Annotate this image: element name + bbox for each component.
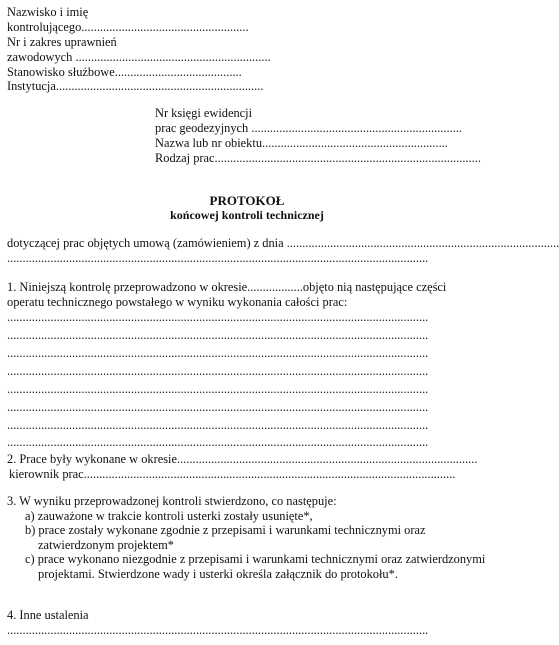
rights-label: Nr i zakres uprawnień bbox=[7, 35, 117, 49]
book-row: prac geodezyjnych .................................................................... bbox=[155, 121, 462, 135]
institution-row: Instytucja................................................................... bbox=[7, 79, 264, 93]
section3-option-a: a) zauważone w trakcie kontroli usterki zostały usunięte*, bbox=[25, 509, 313, 523]
rights-label-cont: zawodowych ............................................................... bbox=[7, 50, 271, 64]
section1-dotted-line[interactable]: ........................................................................................................................................ bbox=[7, 400, 429, 414]
name-field[interactable]: ...................................................... bbox=[81, 20, 249, 34]
rights-field[interactable]: ............................................................... bbox=[75, 50, 271, 64]
work-period-field[interactable]: ................................................................................................. bbox=[176, 452, 478, 466]
section1-dotted-line[interactable]: ........................................................................................................................................ bbox=[7, 328, 429, 342]
name-label-cont: kontrolującego...................................................... bbox=[7, 20, 249, 34]
object-field[interactable]: ............................................................ bbox=[262, 136, 448, 150]
type-row: Rodzaj prac...................................................................................... bbox=[155, 151, 481, 165]
section4-dotted-line[interactable]: ........................................................................................................................................ bbox=[7, 623, 429, 637]
section1-dotted-line[interactable]: ........................................................................................................................................ bbox=[7, 364, 429, 378]
section3-intro: 3. W wyniku przeprowadzonej kontroli stwierdzono, co następuje: bbox=[7, 494, 337, 508]
position-field[interactable]: ......................................... bbox=[114, 65, 242, 79]
concerning-row: dotyczącej prac objętych umową (zamówieniem) z dnia ........................................................................................ bbox=[7, 236, 559, 250]
document-subtitle: końcowej kontroli technicznej bbox=[170, 208, 324, 222]
section2-manager-row: kierownik prac........................................................................................................................ bbox=[9, 467, 456, 481]
position-row: Stanowisko służbowe......................................... bbox=[7, 65, 242, 79]
contract-date-field[interactable]: ........................................................................................ bbox=[286, 236, 559, 250]
section1-line1: 1. Niniejszą kontrolę przeprowadzono w okresie..................objęto nią następujące części bbox=[7, 280, 447, 294]
section1-dotted-line[interactable]: ........................................................................................................................................ bbox=[7, 418, 429, 432]
section3-option-b-cont: zatwierdzonym projektem* bbox=[38, 538, 174, 552]
object-row: Nazwa lub nr obiektu............................................................ bbox=[155, 136, 448, 150]
book-label: Nr księgi ewidencji bbox=[155, 106, 253, 120]
concerning-line-2[interactable]: ........................................................................................................................................ bbox=[7, 251, 429, 265]
section3-option-c: c) prace wykonano niezgodnie z przepisami i warunkami technicznymi oraz zatwierdzonymi bbox=[25, 552, 486, 566]
section3-option-c-cont: projektami. Stwierdzone wady i usterki określa załącznik do protokołu*. bbox=[38, 567, 398, 581]
manager-field[interactable]: ........................................................................................................................ bbox=[83, 467, 456, 481]
institution-field[interactable]: ................................................................... bbox=[55, 79, 264, 93]
document-title: PROTOKOŁ bbox=[209, 193, 285, 208]
section1-dotted-line[interactable]: ........................................................................................................................................ bbox=[7, 382, 429, 396]
section4-label: 4. Inne ustalenia bbox=[7, 608, 89, 622]
section1-dotted-line[interactable]: ........................................................................................................................................ bbox=[7, 310, 429, 324]
book-field[interactable]: .................................................................... bbox=[251, 121, 462, 135]
type-field[interactable]: ...................................................................................... bbox=[214, 151, 481, 165]
section1-line2: operatu technicznego powstałego w wyniku wykonania całości prac: bbox=[7, 295, 348, 309]
section1-dotted-line[interactable]: ........................................................................................................................................ bbox=[7, 435, 429, 449]
section2-period-row: 2. Prace były wykonane w okresie................................................................................................. bbox=[7, 452, 478, 466]
name-label: Nazwisko i imię bbox=[7, 5, 89, 19]
section1-dotted-line[interactable]: ........................................................................................................................................ bbox=[7, 346, 429, 360]
section3-option-b: b) prace zostały wykonane zgodnie z przepisami i warunkami technicznymi oraz bbox=[25, 523, 426, 537]
